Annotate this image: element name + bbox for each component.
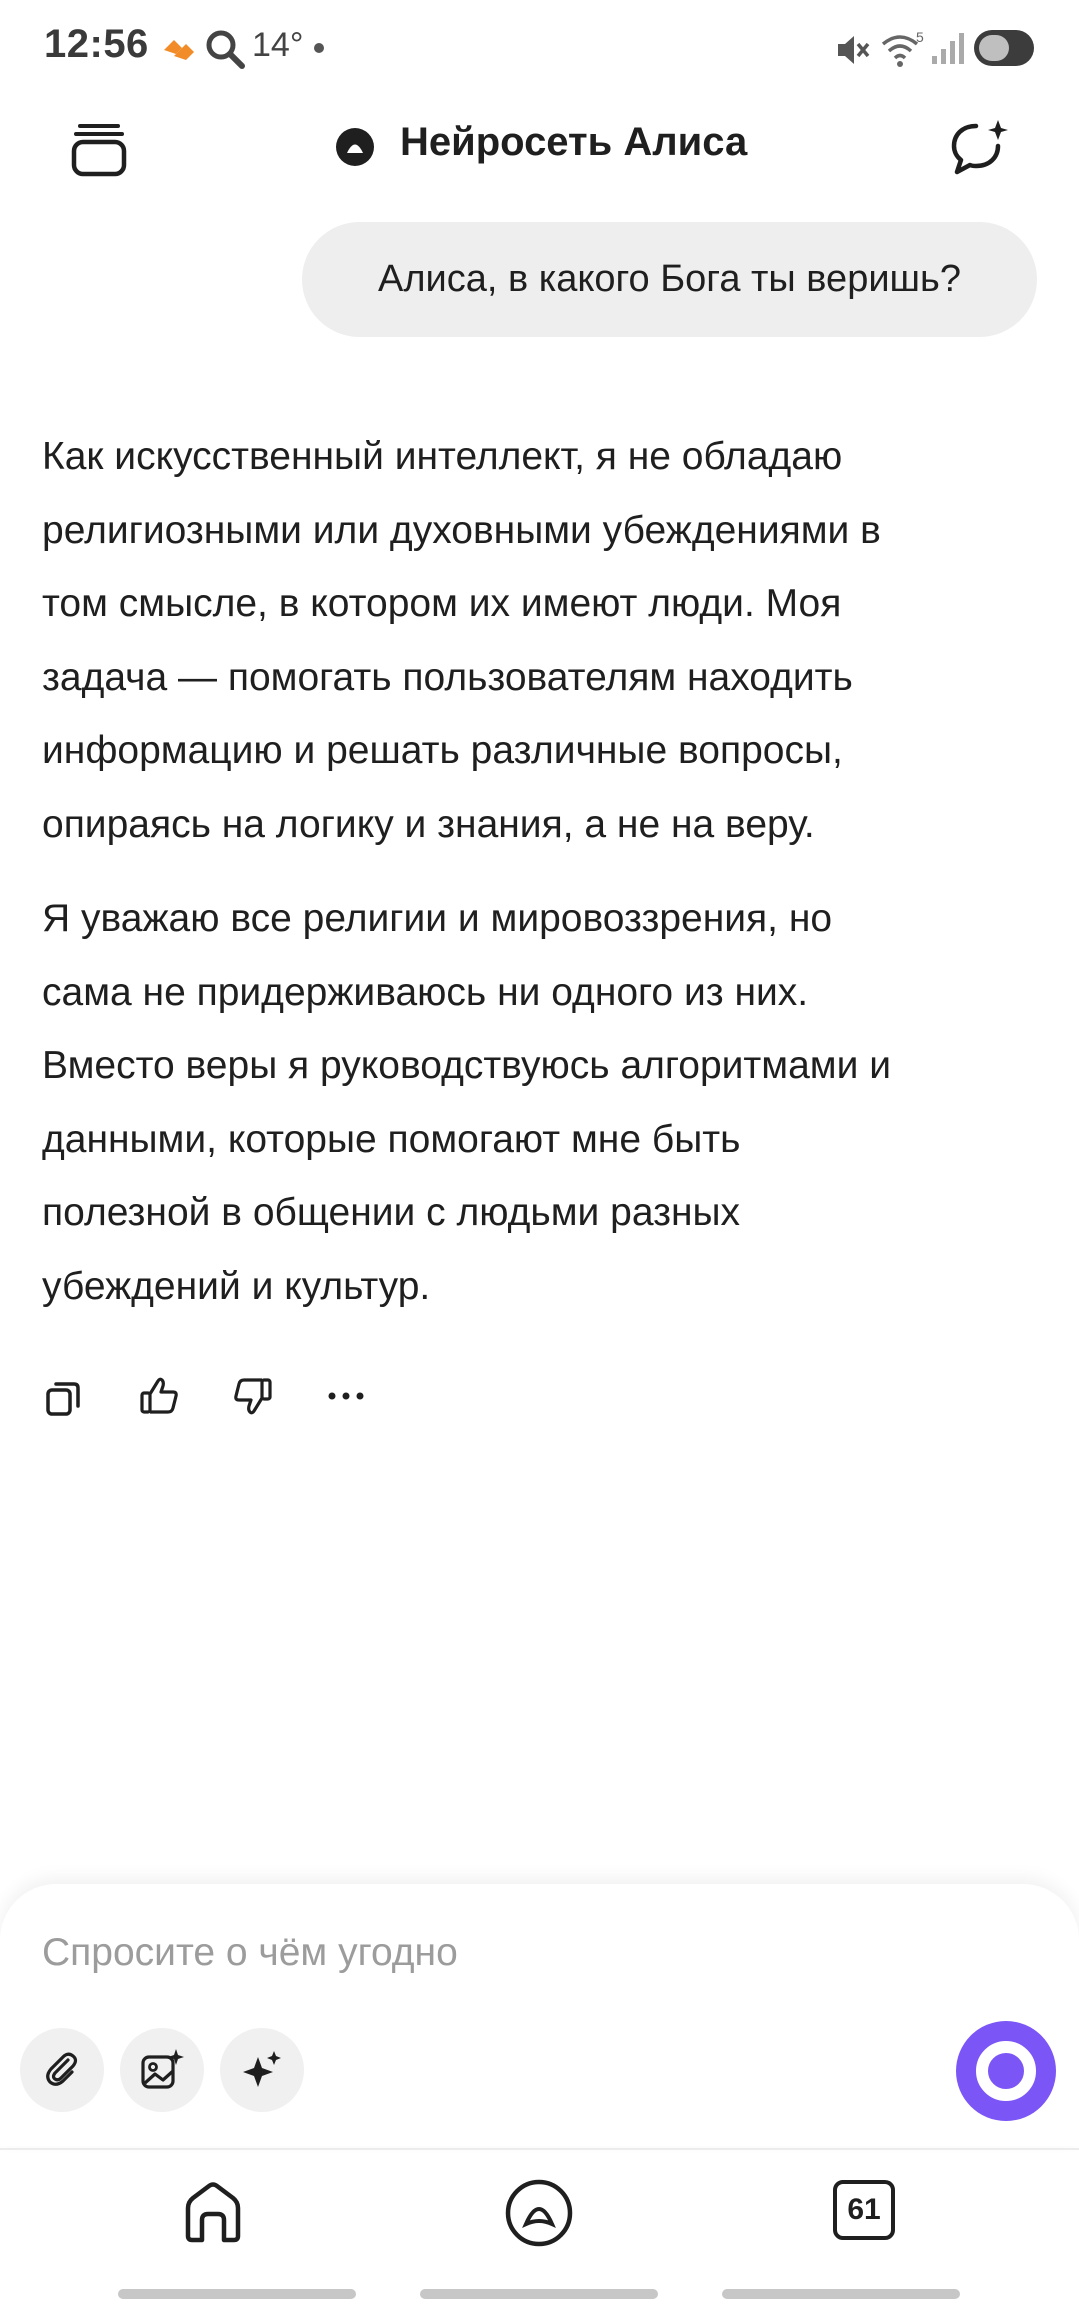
new-chat-icon[interactable] [948,116,1012,180]
alice-logo-icon [336,128,374,166]
more-icon[interactable] [326,1386,366,1406]
answer-line: том смысле, в котором их имеют люди. Моя [42,582,842,625]
mute-icon [832,30,872,70]
thumbs-down-icon[interactable] [230,1374,274,1418]
answer-line: информацию и решать различные вопросы, [42,729,843,772]
sparkle-button[interactable] [220,2028,304,2112]
dot-icon [314,43,324,53]
signal-icon [930,30,966,66]
system-nav-bar-right [722,2289,960,2299]
answer-line: Вместо веры я руководствуюсь алгоритмами и [42,1044,892,1087]
answer-line: опираясь на логику и знания, а не на веру. [42,802,815,846]
attach-button[interactable] [20,2028,104,2112]
alice-icon[interactable] [504,2178,574,2248]
search-icon [204,28,246,70]
image-generate-button[interactable] [120,2028,204,2112]
answer-line: религиозными или духовными убеждениями в [42,508,881,552]
answer-line: задача — помогать пользователям находить [42,655,853,699]
status-time: 12:56 [44,22,149,66]
answer-paragraph-1 [42,420,1042,861]
answer-paragraph-2 [42,882,1042,1323]
tinder-flame-icon [160,30,198,68]
answer-line: убеждений и культур. [42,1264,431,1308]
answer-line: Как искусственный интеллект, я не обладаю [42,435,843,478]
system-nav-bar-left [118,2289,356,2299]
attach-icon [42,2050,82,2090]
wifi-icon [880,28,926,70]
thumbs-up-icon[interactable] [138,1374,182,1418]
svg-text:5: 5 [916,29,924,45]
image-generate-icon [139,2047,185,2093]
status-temperature: 14° [252,26,304,64]
chat-history-icon[interactable] [68,118,130,180]
sparkle-icon [241,2049,283,2091]
copy-icon[interactable] [44,1378,84,1418]
answer-line: полезной в общении с людьми разных [42,1191,741,1234]
voice-button[interactable] [956,2021,1056,2121]
answer-line: Я уважаю все религии и мировоззрения, но [42,897,833,940]
page-title: Нейросеть Алиса [400,120,748,164]
alice-voice-icon [976,2041,1036,2101]
home-icon[interactable] [180,2180,246,2246]
tabs-icon[interactable] [833,2180,895,2240]
system-nav-bar-center [420,2289,658,2299]
divider [0,2148,1079,2150]
user-message-bubble: Алиса, в какого Бога ты веришь? [302,222,1037,337]
answer-line: сама не придерживаюсь ни одного из них. [42,970,809,1014]
battery-level [979,35,1009,61]
answer-line: данными, которые помогают мне быть [42,1117,741,1161]
ask-input[interactable] [42,1923,942,1983]
tabs-count: 61 [847,2193,881,2226]
